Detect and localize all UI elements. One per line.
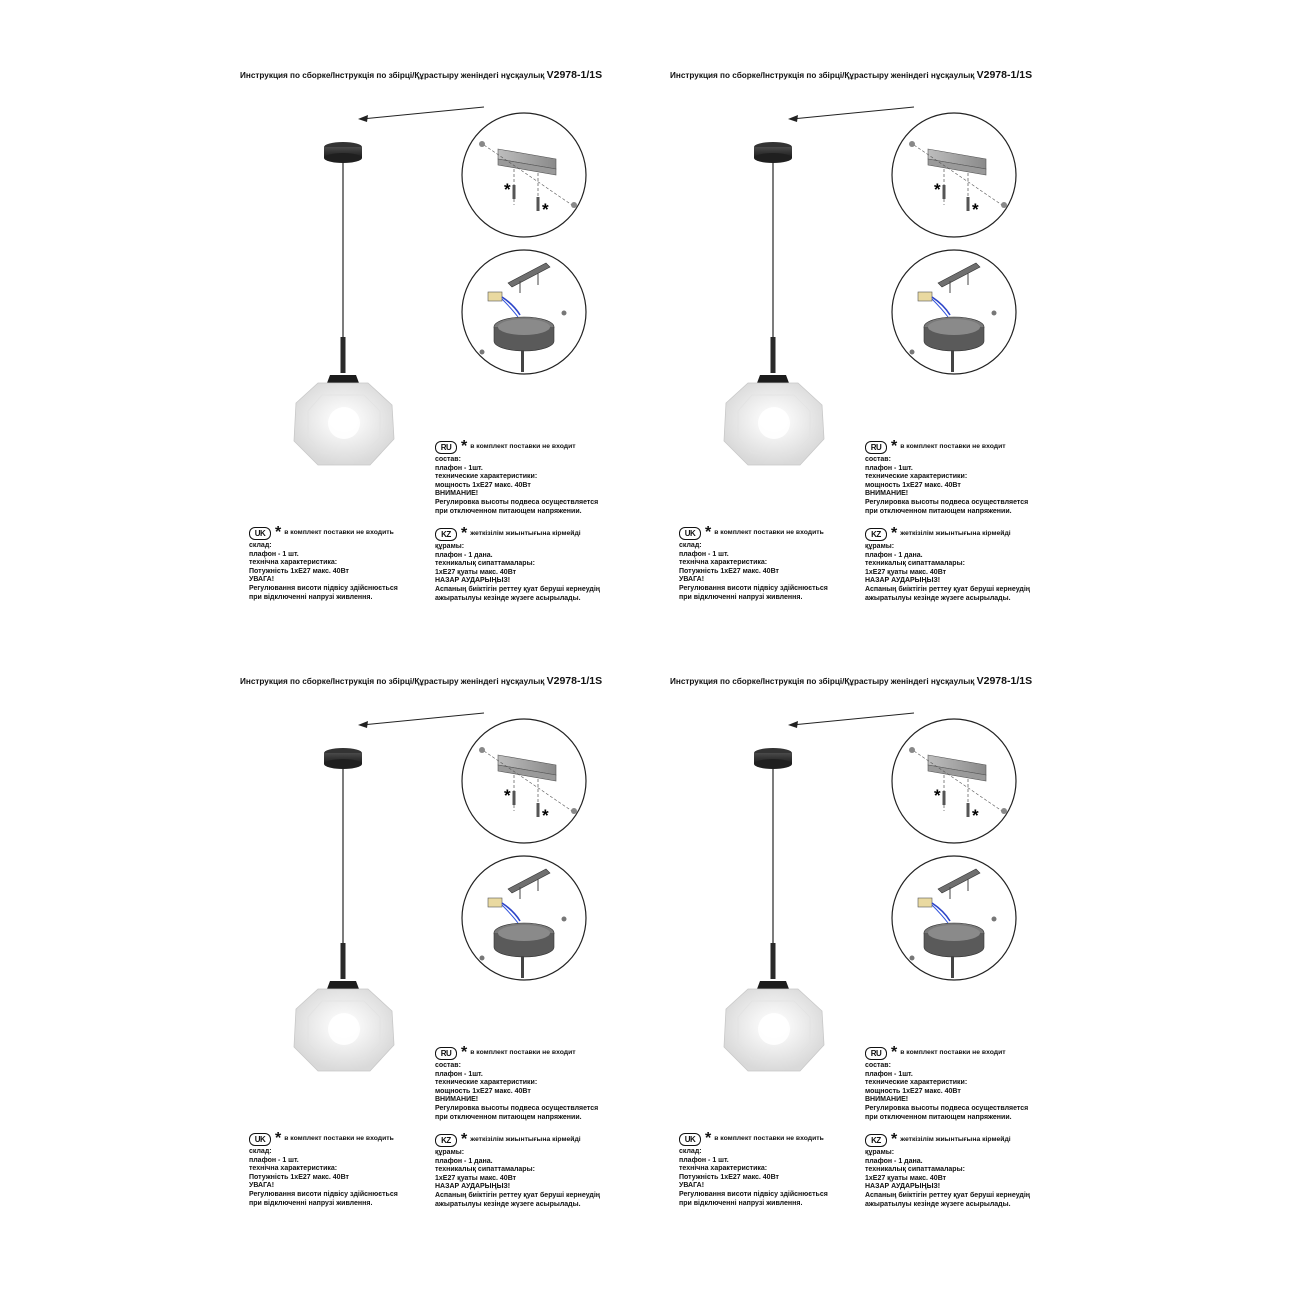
kz-line: Аспаның биіктігін реттеу қуат беруші кернеудің: [865, 1191, 1031, 1199]
direction-arrow-icon: [358, 107, 484, 122]
kz-line: құрамы:: [865, 543, 895, 550]
ru-line: ВНИМАНИЕ!: [865, 1096, 909, 1104]
uk-line: технічна характеристика:: [679, 1165, 768, 1173]
not-included-star-icon: *: [972, 806, 979, 825]
uk-note: в комплект поставки не входить: [714, 1134, 824, 1142]
ru-line: Регулировка высоты подвеса осуществляется: [435, 498, 599, 506]
ru-line: ВНИМАНИЕ!: [435, 490, 479, 498]
uk-line: Потужність 1хЕ27 макс. 40Вт: [249, 567, 349, 575]
mounting-plate-detail: [462, 113, 586, 237]
uk-section: [679, 1132, 828, 1208]
ru-note: в комплект поставки не входит: [470, 442, 576, 450]
kz-line: құрамы:: [435, 543, 465, 550]
uk-lang-badge: UK: [679, 527, 701, 540]
not-included-star-icon: *: [275, 1130, 282, 1147]
kz-section: [865, 527, 1030, 603]
uk-line: Регулювання висоти підвісу здійснюється: [249, 1190, 398, 1198]
ru-line: мощность 1хЕ27 макс. 40Вт: [435, 481, 531, 489]
kz-line: НАЗАР АУДАРЫҢЫЗ!: [865, 1183, 941, 1191]
uk-line: при відключенні напрузі живлення.: [249, 1199, 373, 1207]
uk-line: склад:: [679, 1148, 702, 1155]
pendant-lamp: [724, 748, 824, 1071]
not-included-star-icon: *: [461, 1131, 468, 1148]
not-included-star-icon: *: [461, 438, 468, 455]
not-included-star-icon: *: [705, 524, 712, 541]
kz-section: [435, 527, 600, 603]
kz-line: 1хЕ27 қуаты макс. 40Вт: [865, 1174, 947, 1182]
ru-line: ВНИМАНИЕ!: [865, 490, 909, 498]
direction-arrow-icon: [788, 107, 914, 122]
kz-line: НАЗАР АУДАРЫҢЫЗ!: [435, 1183, 511, 1191]
kz-line: НАЗАР АУДАРЫҢЫЗ!: [435, 577, 511, 585]
ru-line: при отключенном питающем напряжении.: [865, 1113, 1012, 1121]
kz-line: 1хЕ27 қуаты макс. 40Вт: [865, 568, 947, 576]
ru-section: [435, 440, 598, 516]
uk-section: [249, 1132, 398, 1208]
ru-note: в комплект поставки не входит: [470, 1048, 576, 1056]
kz-section: [865, 1133, 1030, 1209]
uk-line: Потужність 1хЕ27 макс. 40Вт: [249, 1173, 349, 1181]
uk-line: плафон - 1 шт.: [679, 1156, 729, 1164]
ru-line: мощность 1хЕ27 макс. 40Вт: [865, 1087, 961, 1095]
ru-line: технические характеристики:: [435, 473, 538, 481]
uk-line: технічна характеристика:: [249, 559, 338, 567]
uk-note: в комплект поставки не входить: [714, 528, 824, 536]
not-included-star-icon: *: [891, 438, 898, 455]
uk-line: при відключенні напрузі живлення.: [679, 593, 803, 601]
ru-lang-badge: RU: [435, 1047, 457, 1060]
direction-arrow-icon: [358, 713, 484, 728]
uk-line: технічна характеристика:: [249, 1165, 338, 1173]
kz-lang-badge: KZ: [865, 1134, 887, 1147]
kz-line: 1хЕ27 қуаты макс. 40Вт: [435, 1174, 517, 1182]
ru-line: Регулировка высоты подвеса осуществляется: [865, 1104, 1029, 1112]
uk-note: в комплект поставки не входить: [284, 1134, 394, 1142]
kz-line: техникалық сипаттамалары:: [865, 1166, 965, 1174]
model-number: V2978-1/1S: [546, 69, 603, 81]
uk-line: Регулювання висоти підвісу здійснюється: [679, 1190, 828, 1198]
pendant-lamp: [724, 142, 824, 465]
ru-line: плафон - 1шт.: [435, 464, 483, 472]
not-included-star-icon: *: [934, 180, 941, 199]
kz-line: Аспаның биіктігін реттеу қуат беруші кернеудің: [435, 1191, 601, 1199]
uk-line: плафон - 1 шт.: [249, 1156, 299, 1164]
not-included-star-icon: *: [504, 786, 511, 805]
uk-section: [249, 526, 398, 602]
pendant-lamp: [294, 748, 394, 1071]
not-included-star-icon: *: [275, 524, 282, 541]
ru-line: состав:: [435, 456, 461, 463]
uk-line: УВАГА!: [249, 1182, 275, 1190]
kz-section: [435, 1133, 600, 1209]
title-text: Инструкция по сборке/Інструкція по збірці/Құрастыру женіндегі нұсқаулық: [670, 677, 977, 686]
uk-line: УВАГА!: [679, 576, 705, 584]
uk-line: УВАГА!: [679, 1182, 705, 1190]
not-included-star-icon: *: [542, 200, 549, 219]
uk-line: плафон - 1 шт.: [679, 550, 729, 558]
model-number: V2978-1/1S: [546, 675, 603, 687]
ru-lang-badge: RU: [435, 441, 457, 454]
ru-section: [865, 440, 1028, 516]
kz-line: техникалық сипаттамалары:: [435, 1166, 535, 1174]
ru-line: плафон - 1шт.: [865, 464, 913, 472]
ru-line: плафон - 1шт.: [865, 1070, 913, 1078]
ru-line: при отключенном питающем напряжении.: [865, 507, 1012, 515]
uk-lang-badge: UK: [249, 1133, 271, 1146]
ru-line: при отключенном питающем напряжении.: [435, 1113, 582, 1121]
model-number: V2978-1/1S: [976, 675, 1033, 687]
not-included-star-icon: *: [461, 1044, 468, 1061]
uk-line: склад:: [679, 542, 702, 549]
not-included-star-icon: *: [891, 1131, 898, 1148]
kz-note: жеткізілім жиынтығына кірмейді: [470, 1135, 581, 1143]
not-included-star-icon: *: [891, 525, 898, 542]
ru-lang-badge: RU: [865, 1047, 887, 1060]
wiring-canopy-detail: [892, 856, 1016, 980]
uk-line: технічна характеристика:: [679, 559, 768, 567]
uk-note: в комплект поставки не входить: [284, 528, 394, 536]
ru-line: состав:: [435, 1062, 461, 1069]
model-number: V2978-1/1S: [976, 69, 1033, 81]
uk-line: при відключенні напрузі живлення.: [249, 593, 373, 601]
mounting-plate-detail: [892, 113, 1016, 237]
not-included-star-icon: *: [891, 1044, 898, 1061]
kz-line: НАЗАР АУДАРЫҢЫЗ!: [865, 577, 941, 585]
mounting-plate-detail: [892, 719, 1016, 843]
not-included-star-icon: *: [461, 525, 468, 542]
uk-line: при відключенні напрузі живлення.: [679, 1199, 803, 1207]
ru-line: мощность 1хЕ27 макс. 40Вт: [865, 481, 961, 489]
ru-section: [435, 1046, 598, 1122]
instruction-panel: [222, 651, 652, 1257]
kz-line: ажыратылуы кезінде жүзеге асырылады.: [435, 1200, 581, 1208]
ru-line: плафон - 1шт.: [435, 1070, 483, 1078]
title-text: Инструкция по сборке/Інструкція по збірці/Құрастыру женіндегі нұсқаулық: [240, 71, 547, 80]
kz-line: плафон - 1 дана.: [865, 551, 923, 559]
uk-section: [679, 526, 828, 602]
kz-line: ажыратылуы кезінде жүзеге асырылады.: [435, 594, 581, 602]
kz-lang-badge: KZ: [435, 528, 457, 541]
ru-line: состав:: [865, 1062, 891, 1069]
kz-line: техникалық сипаттамалары:: [435, 560, 535, 568]
kz-line: плафон - 1 дана.: [865, 1157, 923, 1165]
not-included-star-icon: *: [705, 1130, 712, 1147]
instruction-sheet: [222, 45, 1080, 1257]
uk-lang-badge: UK: [249, 527, 271, 540]
kz-line: плафон - 1 дана.: [435, 1157, 493, 1165]
not-included-star-icon: *: [504, 180, 511, 199]
uk-lang-badge: UK: [679, 1133, 701, 1146]
kz-line: техникалық сипаттамалары:: [865, 560, 965, 568]
wiring-canopy-detail: [462, 856, 586, 980]
ru-note: в комплект поставки не входит: [900, 442, 1006, 450]
uk-line: Потужність 1хЕ27 макс. 40Вт: [679, 567, 779, 575]
ru-line: технические характеристики:: [435, 1079, 538, 1087]
not-included-star-icon: *: [972, 200, 979, 219]
kz-line: ажыратылуы кезінде жүзеге асырылады.: [865, 1200, 1011, 1208]
uk-line: склад:: [249, 1148, 272, 1155]
ru-line: при отключенном питающем напряжении.: [435, 507, 582, 515]
kz-line: Аспаның биіктігін реттеу қуат беруші кернеудің: [435, 585, 601, 593]
not-included-star-icon: *: [934, 786, 941, 805]
wiring-canopy-detail: [462, 250, 586, 374]
ru-line: технические характеристики:: [865, 473, 968, 481]
instruction-panel: [222, 45, 652, 651]
kz-line: плафон - 1 дана.: [435, 551, 493, 559]
kz-note: жеткізілім жиынтығына кірмейді: [470, 529, 581, 537]
ru-line: ВНИМАНИЕ!: [435, 1096, 479, 1104]
kz-line: Аспаның биіктігін реттеу қуат беруші кернеудің: [865, 585, 1031, 593]
kz-note: жеткізілім жиынтығына кірмейді: [900, 529, 1011, 537]
pendant-lamp: [294, 142, 394, 465]
kz-lang-badge: KZ: [865, 528, 887, 541]
ru-line: состав:: [865, 456, 891, 463]
ru-lang-badge: RU: [865, 441, 887, 454]
mounting-plate-detail: [462, 719, 586, 843]
kz-line: құрамы:: [865, 1149, 895, 1156]
ru-section: [865, 1046, 1028, 1122]
kz-line: құрамы:: [435, 1149, 465, 1156]
uk-line: Регулювання висоти підвісу здійснюється: [249, 584, 398, 592]
ru-line: Регулировка высоты подвеса осуществляется: [435, 1104, 599, 1112]
instruction-panel: [652, 651, 1082, 1257]
title-text: Инструкция по сборке/Інструкція по збірці/Құрастыру женіндегі нұсқаулық: [670, 71, 977, 80]
title-text: Инструкция по сборке/Інструкція по збірці/Құрастыру женіндегі нұсқаулық: [240, 677, 547, 686]
ru-line: Регулировка высоты подвеса осуществляется: [865, 498, 1029, 506]
ru-line: технические характеристики:: [865, 1079, 968, 1087]
kz-lang-badge: KZ: [435, 1134, 457, 1147]
direction-arrow-icon: [788, 713, 914, 728]
kz-line: 1хЕ27 қуаты макс. 40Вт: [435, 568, 517, 576]
uk-line: плафон - 1 шт.: [249, 550, 299, 558]
uk-line: Потужність 1хЕ27 макс. 40Вт: [679, 1173, 779, 1181]
ru-line: мощность 1хЕ27 макс. 40Вт: [435, 1087, 531, 1095]
ru-note: в комплект поставки не входит: [900, 1048, 1006, 1056]
uk-line: склад:: [249, 542, 272, 549]
instruction-panel: [652, 45, 1082, 651]
kz-line: ажыратылуы кезінде жүзеге асырылады.: [865, 594, 1011, 602]
uk-line: Регулювання висоти підвісу здійснюється: [679, 584, 828, 592]
wiring-canopy-detail: [892, 250, 1016, 374]
uk-line: УВАГА!: [249, 576, 275, 584]
not-included-star-icon: *: [542, 806, 549, 825]
kz-note: жеткізілім жиынтығына кірмейді: [900, 1135, 1011, 1143]
